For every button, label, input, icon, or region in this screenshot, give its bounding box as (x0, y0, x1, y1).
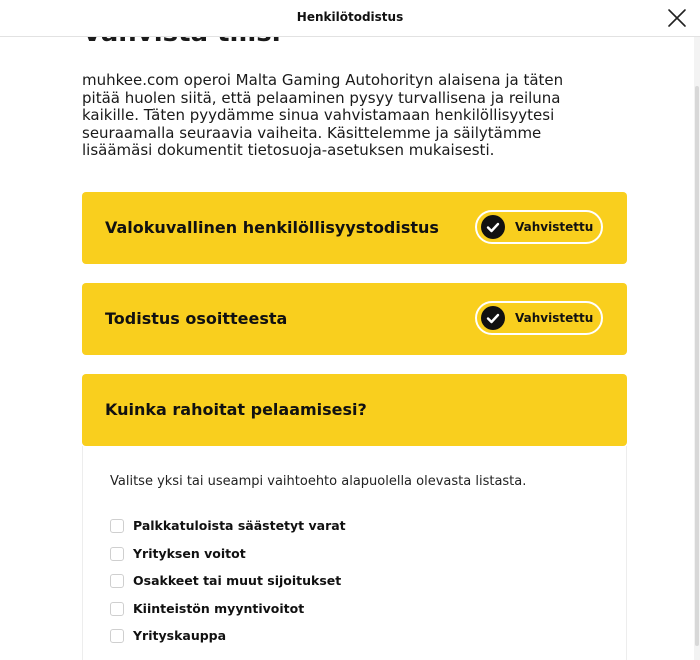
step-card-photo-id[interactable] (82, 192, 627, 264)
verified-status: Vahvistettu (515, 311, 594, 325)
checkbox[interactable] (110, 519, 124, 533)
step-card-funding-source[interactable] (82, 374, 627, 446)
scrollbar-thumb[interactable] (695, 86, 699, 646)
step-card-address-proof[interactable] (82, 283, 627, 355)
option-label: Kiinteistön myyntivoitot (133, 601, 305, 616)
step-title: Valokuvallinen henkilöllisyystodistus (105, 218, 439, 237)
option-label: Yrityskauppa (133, 628, 227, 643)
checkbox[interactable] (110, 629, 124, 643)
verified-badge (475, 301, 603, 335)
option-label: Yrityksen voitot (133, 546, 246, 561)
verified-status: Vahvistettu (515, 220, 594, 234)
modal-title: Henkilötodistus (296, 10, 404, 24)
checkbox[interactable] (110, 547, 124, 561)
checkbox[interactable] (110, 574, 124, 588)
step-title: Kuinka rahoitat pelaamisesi? (105, 400, 367, 419)
checkbox[interactable] (110, 602, 124, 616)
checkmark-icon (481, 306, 505, 330)
modal-header (0, 0, 700, 37)
option-label: Osakkeet tai muut sijoitukset (133, 573, 342, 588)
option-label: Palkkatuloista säästetyt varat (133, 518, 346, 533)
scrollbar[interactable] (694, 36, 700, 660)
close-icon[interactable] (666, 7, 688, 29)
checkmark-icon (481, 215, 505, 239)
step-title: Todistus osoitteesta (105, 309, 288, 328)
funding-hint: Valitse yksi tai useampi vaihtoehto alapuolella olevasta listasta. (110, 474, 527, 489)
intro-text: muhkee.com operoi Malta Gaming Autohorityn alaisena ja täten pitää huolen siitä, että pelaaminen pysyy turvallisena ja reiluna kaikille. Täten pyydämme sinua vahvistamaan henkilöllisyytesi seuraamalla seuraavia vaiheita. Käsittelemme ja säilytämme lisäämäsi dokumentit tietosuoja-asetuksen mukaisesti. (82, 71, 564, 159)
verified-badge (475, 210, 603, 244)
funding-options-panel (82, 446, 627, 660)
